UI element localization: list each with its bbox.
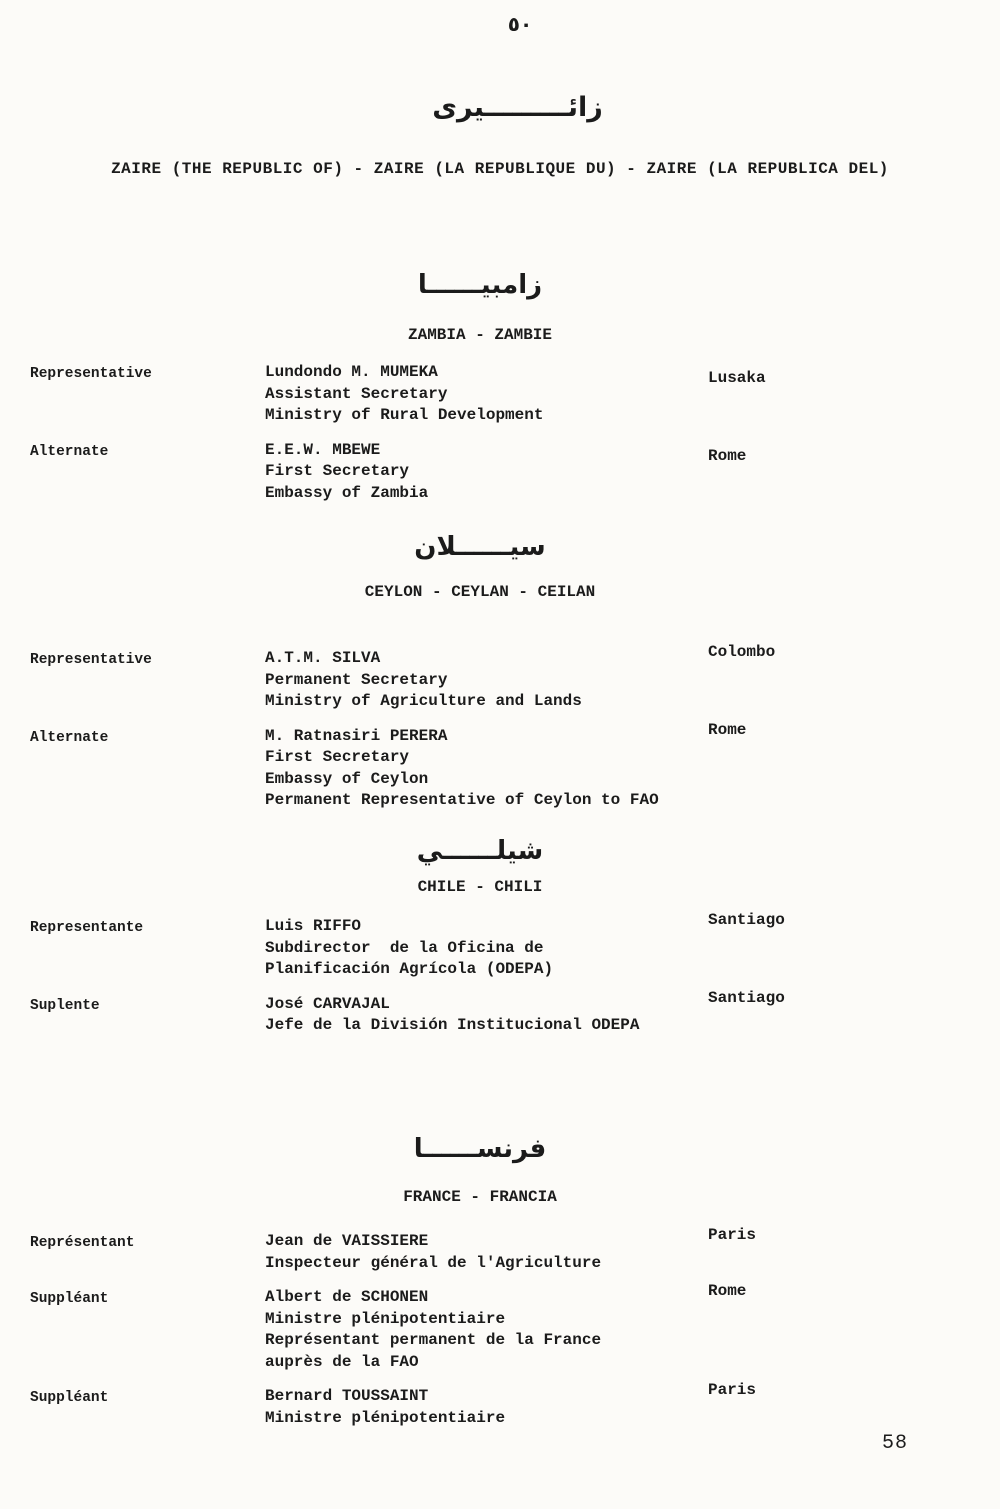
section-entries bbox=[0, 911, 1000, 1050]
delegate-city: Paris bbox=[708, 1381, 757, 1399]
detail-line: Permanent Representative of Ceylon to FAO bbox=[265, 791, 659, 809]
detail-line: Subdirector de la Oficina de bbox=[265, 938, 544, 957]
delegate-details bbox=[265, 648, 708, 713]
delegate-entry bbox=[0, 643, 1000, 713]
delegate-details bbox=[265, 916, 708, 981]
delegate-entry bbox=[0, 1282, 1000, 1373]
delegate-city: Santiago bbox=[708, 911, 785, 929]
detail-line: Représentant permanent de la France bbox=[265, 1331, 602, 1349]
delegate-details bbox=[265, 440, 708, 505]
delegate-entry bbox=[0, 1381, 1000, 1429]
detail-line: Embassy of Zambia bbox=[265, 483, 429, 502]
section-arabic-title: فرنســــــا bbox=[413, 1134, 547, 1164]
delegate-city: Colombo bbox=[708, 643, 776, 661]
delegate-role-label: Representative bbox=[30, 652, 152, 668]
detail-line: Jean de VAISSIERE bbox=[265, 1232, 429, 1250]
detail-line: Ministre plénipotentiaire bbox=[265, 1408, 506, 1427]
detail-line: First Secretary bbox=[265, 462, 410, 480]
delegate-role-label: Suppléant bbox=[30, 1390, 109, 1406]
page-number-arabic-top: ٥٠ bbox=[507, 12, 533, 36]
delegate-role-label: Alternate bbox=[30, 729, 109, 746]
detail-line: M. Ratnasiri PERERA bbox=[265, 726, 448, 745]
detail-line: Luis RIFFO bbox=[265, 917, 362, 935]
delegate-entry bbox=[0, 362, 1000, 427]
detail-line: Embassy of Ceylon bbox=[265, 769, 429, 788]
delegate-city: Paris bbox=[708, 1226, 757, 1244]
delegate-city: Rome bbox=[708, 1282, 747, 1300]
detail-line: Inspecteur général de l'Agriculture bbox=[265, 1253, 602, 1272]
section-entries bbox=[0, 1226, 1000, 1442]
delegate-entry bbox=[0, 440, 1000, 505]
detail-line: Lundondo M. MUMEKA bbox=[265, 363, 438, 381]
detail-line: Permanent Secretary bbox=[265, 670, 448, 689]
detail-line: Ministry of Rural Development bbox=[265, 406, 544, 424]
delegate-role-label: Alternate bbox=[30, 443, 109, 460]
section-arabic-title: زامبيــــــا bbox=[417, 270, 543, 300]
delegate-role-label: Suplente bbox=[30, 997, 100, 1014]
section-entries bbox=[0, 362, 1000, 517]
delegate-details bbox=[265, 1287, 708, 1373]
section-entries bbox=[0, 643, 1000, 825]
page-number-bottom: 58 bbox=[882, 1432, 909, 1455]
section-arabic-title: سيــــــلان bbox=[414, 532, 546, 562]
delegate-entry bbox=[0, 911, 1000, 981]
detail-line: Planificación Agrícola (ODEPA) bbox=[265, 960, 554, 978]
delegate-city: Rome bbox=[708, 720, 747, 739]
delegate-entry bbox=[0, 1226, 1000, 1274]
section-latin-title: ZAMBIA - ZAMBIE bbox=[407, 326, 553, 344]
delegate-details bbox=[265, 1386, 708, 1429]
detail-line: auprès de la FAO bbox=[265, 1352, 419, 1371]
detail-line: Jefe de la División Institucional ODEPA bbox=[265, 1016, 640, 1034]
delegate-details bbox=[265, 1231, 708, 1274]
detail-line: José CARVAJAL bbox=[265, 994, 390, 1013]
detail-line: First Secretary bbox=[265, 748, 410, 766]
delegate-details bbox=[265, 726, 708, 812]
section-arabic-title: شيلــــــي bbox=[416, 836, 544, 866]
delegate-role-label: Representante bbox=[30, 920, 144, 936]
detail-line: Albert de SCHONEN bbox=[265, 1288, 429, 1306]
delegate-city: Santiago bbox=[708, 988, 785, 1007]
delegate-details bbox=[265, 994, 708, 1037]
section-latin-title: CHILE - CHILI bbox=[417, 878, 543, 896]
delegate-role-label: Représentant bbox=[30, 1235, 135, 1251]
zaire-latin-title: ZAIRE (THE REPUBLIC OF) - ZAIRE (LA REPUBLIQUE DU) - ZAIRE (LA REPUBLICA DEL) bbox=[111, 160, 889, 178]
delegate-entry bbox=[0, 720, 1000, 812]
delegate-entry bbox=[0, 988, 1000, 1037]
detail-line: Ministry of Agriculture and Lands bbox=[265, 692, 582, 710]
section-latin-title: FRANCE - FRANCIA bbox=[403, 1188, 557, 1206]
detail-line: E.E.W. MBEWE bbox=[265, 440, 381, 459]
detail-line: Assistant Secretary bbox=[265, 384, 448, 403]
detail-line: Bernard TOUSSAINT bbox=[265, 1387, 429, 1405]
delegate-details bbox=[265, 362, 708, 427]
delegate-role-label: Suppléant bbox=[30, 1291, 109, 1307]
zaire-arabic-title: زائـــــــــيرى bbox=[432, 92, 603, 123]
section-latin-title: CEYLON - CEYLAN - CEILAN bbox=[364, 583, 596, 601]
delegate-role-label: Representative bbox=[30, 366, 152, 382]
detail-line: Ministre plénipotentiaire bbox=[265, 1309, 506, 1328]
detail-line: A.T.M. SILVA bbox=[265, 649, 381, 667]
delegate-city: Lusaka bbox=[708, 369, 766, 387]
delegate-city: Rome bbox=[708, 446, 747, 465]
